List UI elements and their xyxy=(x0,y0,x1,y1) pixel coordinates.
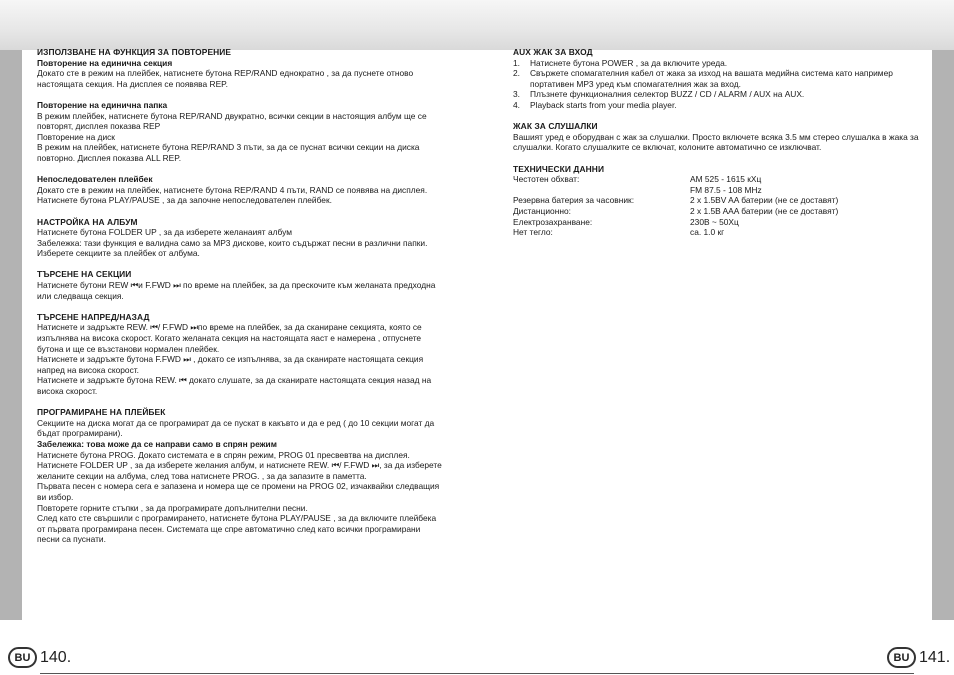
spec-label: Честотен обхват: xyxy=(513,174,580,185)
spec-value: 2 x 1.5B AAA батерии (не се доставят) xyxy=(690,205,839,216)
spec-value: FM 87.5 - 108 MHz xyxy=(690,184,762,195)
spec-row xyxy=(513,206,925,217)
paragraph: В режим на плейбек, натиснете бутона REP/RAND 3 пъти, за да се пуснат всички секции на диска повторно. Дисплея показва ALL REP. xyxy=(37,142,420,163)
section-heading: НАСТРОЙКА НА АЛБУМ xyxy=(37,216,138,227)
paragraph: Натиснете бутона PROG. Докато системата е в спрян режим, PROG 01 пресвевтва на дисплея. xyxy=(37,449,410,460)
paragraph: Докато сте в режим на плейбек, натиснете бутона REP/RAND 4 пъти, RAND се появява на дисплея. xyxy=(37,184,428,195)
spec-value: 2 x 1.5BV AA батерии (не се доставят) xyxy=(690,195,839,206)
section-heading: ТЪРСЕНЕ НАПРЕД/НАЗАД xyxy=(37,311,150,322)
paragraph: Натиснете бутони REW ⏮и F.FWD ⏭ по време на плейбек, за да прескочите към желаната предходна или следваща секция. xyxy=(37,280,436,301)
paragraph: Секциите на диска могат да се програмират да се пускат в какъвто и да е ред ( до 10 секции могат да бъдат програмирани). xyxy=(37,417,435,439)
language-badge: BU xyxy=(887,647,916,668)
paragraph: Забележка: тази функция е валидна само за MP3 дискове, които съдържат песни в различни папки. Изберете секциите за плейбек от албума. xyxy=(37,237,428,259)
paragraph: Повторение на диск xyxy=(37,131,115,142)
paragraph: В режим плейбек, натиснете бутона REP/RAND двукратно, всички секции в настоящия албум ще се повторят, дисплея показва REP xyxy=(37,110,427,132)
section-scan xyxy=(37,312,442,397)
spec-row xyxy=(513,195,925,206)
section-specs xyxy=(513,164,925,238)
left-page-column xyxy=(37,47,442,556)
paragraph: Натиснете бутона PLAY/PAUSE , за да започне непоследователен плейбек. xyxy=(37,195,332,206)
paragraph: Натиснете и задръжте бутона REW. ⏮ докато слушате, за да сканирате настоящата секция назад на висока скорост. xyxy=(37,375,432,396)
top-header-band xyxy=(0,0,954,50)
section-programming xyxy=(37,407,442,545)
step-number: 3. xyxy=(513,89,520,100)
paragraph: Повторете горните стъпки , за да програмирате допълнителни песни. xyxy=(37,502,308,513)
spec-label: Резервна батерия за часовник: xyxy=(513,195,635,206)
spec-row xyxy=(513,217,925,228)
page-number: 141. xyxy=(919,648,951,666)
right-margin-bar xyxy=(932,50,954,620)
section-heading: ТЕХНИЧЕСКИ ДАННИ xyxy=(513,163,605,174)
spec-label: Нет тегло: xyxy=(513,227,553,238)
list-item xyxy=(513,68,925,89)
step-text: Playback starts from your media player. xyxy=(530,99,677,110)
step-number: 4. xyxy=(513,99,520,110)
paragraph: Докато сте в режим на плейбек, натиснете бутона REP/RAND еднократно , за да пуснете отново настоящата секция. На дисплея се появява REP. xyxy=(37,68,414,89)
section-album-setting xyxy=(37,217,442,259)
aux-steps-list xyxy=(513,58,925,111)
section-random-playback xyxy=(37,174,442,206)
section-repeat-folder xyxy=(37,100,442,164)
bottom-divider xyxy=(40,673,914,674)
spec-label xyxy=(513,185,690,196)
section-subheading: Повторение на единична секция xyxy=(37,57,173,68)
spec-row xyxy=(513,174,925,185)
step-number: 2. xyxy=(513,68,520,79)
paragraph: Вашият уред е оборудван с жак за слушалки. Просто включете всяка 3.5 мм стерео слушалка в жака за слушалки. Когато слушалките се включат, колоните автоматично се изключват. xyxy=(513,131,919,153)
section-heading: ТЪРСЕНЕ НА СЕКЦИИ xyxy=(37,269,132,280)
language-badge: BU xyxy=(8,647,37,668)
section-headphones xyxy=(513,121,925,153)
right-page-column xyxy=(513,47,925,248)
step-text: Плъзнете функционалния селектор BUZZ / CD / ALARM / AUX на AUX. xyxy=(530,89,805,100)
spec-row xyxy=(513,227,925,238)
section-aux-input xyxy=(513,47,925,111)
spec-value: ca. 1.0 кг xyxy=(690,227,725,238)
paragraph: След като сте свършили с програмирането, натиснете бутона PLAY/PAUSE , за да включите плейбека от първата програмирана песен. Системата ще спре автоматично след като всички програмирани песни са пуснати. xyxy=(37,513,437,545)
section-heading: AUX ЖАК ЗА ВХОД xyxy=(513,47,593,57)
paragraph: Натиснете FOLDER UP , за да изберете желания албум, и натиснете REW. ⏮/ F.FWD ⏭, за да изберете желаните секции на албума, след това натиснете PROG. , за да запазите в паметта. xyxy=(37,460,442,481)
paragraph: Натиснете бутона FOLDER UP , за да изберете желанаият албум xyxy=(37,227,292,238)
note-subheading: Забележка: това може да се направи само в спрян режим xyxy=(37,438,277,449)
section-heading: ИЗПОЛЗВАНЕ НА ФУНКЦИЯ ЗА ПОВТОРЕНИЕ xyxy=(37,47,232,57)
spec-label: Дистанционно: xyxy=(513,205,571,216)
paragraph: Натиснете и задръжте REW. ⏮/ F.FWD ⏭по време на плейбек, за да сканиране секцията, която се изпълнява на висока скорост. Когато желаната секция на настоящата яаст е намерена , отпуснете бутона и ще се възстанови нормален плейбек. xyxy=(37,322,422,354)
left-page-number xyxy=(8,647,71,668)
step-number: 1. xyxy=(513,57,520,68)
step-text: Свържете спомагателния кабел от жака за изход на вашата медийна система като например портативен MP3 уред към спомагателния жак за вход. xyxy=(530,68,893,89)
list-item xyxy=(513,100,925,111)
right-page-number xyxy=(887,647,950,668)
section-heading: ПРОГРАМИРАНЕ НА ПЛЕЙБЕК xyxy=(37,407,166,418)
paragraph: Първата песен с номера сега е запазена и номера ще се промени на PROG 02, изчаквайки следващия ви избор. xyxy=(37,481,440,502)
spec-label: Електрозахранване: xyxy=(513,216,593,227)
spec-value: 230B ~ 50Хц xyxy=(690,216,739,227)
section-subheading: Повторение на единична папка xyxy=(37,99,168,110)
step-text: Натиснете бутона POWER , за да включите уреда. xyxy=(530,57,728,68)
section-repeat xyxy=(37,47,442,89)
list-item xyxy=(513,89,925,100)
list-item xyxy=(513,58,925,69)
left-margin-bar xyxy=(0,50,22,620)
section-subheading: Непоследователен плейбек xyxy=(37,174,153,185)
section-track-search xyxy=(37,269,442,301)
spec-row xyxy=(513,185,925,196)
spec-value: AM 525 - 1615 кХц xyxy=(690,174,762,185)
paragraph: Натиснете и задръжте бутона F.FWD ⏭ , докато се изпълнява, за да сканирате настоящата секция напред на висока скорост. xyxy=(37,354,424,375)
page-number: 140. xyxy=(40,648,72,666)
section-heading: ЖАК ЗА СЛУШАЛКИ xyxy=(513,121,598,132)
